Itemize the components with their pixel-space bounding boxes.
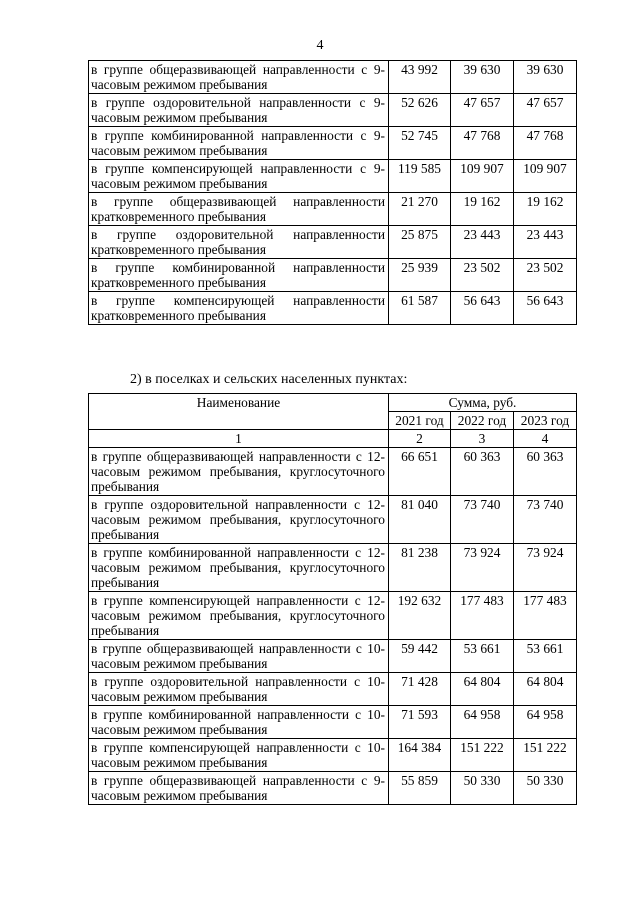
header-year-2023: 2023 год	[514, 412, 577, 430]
value-2022: 19 162	[451, 193, 514, 226]
value-2021: 59 442	[389, 640, 451, 673]
row-name: в группе комбинированной направленности с 9-часовым режимом пребывания	[89, 127, 389, 160]
value-2021: 25 875	[389, 226, 451, 259]
value-2022: 39 630	[451, 61, 514, 94]
value-2022: 73 924	[451, 544, 514, 592]
value-2021: 71 593	[389, 706, 451, 739]
row-name: в группе компенсирующей направленности кратковременного пребывания	[89, 292, 389, 325]
row-name: в группе компенсирующей направленности с 12-часовым режимом пребывания, круглосуточного пребывания	[89, 592, 389, 640]
value-2021: 25 939	[389, 259, 451, 292]
page-number: 4	[316, 38, 324, 53]
row-name: в группе оздоровительной направленности с 10-часовым режимом пребывания	[89, 673, 389, 706]
value-2022: 64 958	[451, 706, 514, 739]
section-heading: 2) в поселках и сельских населенных пунктах:	[130, 372, 408, 387]
value-2021: 71 428	[389, 673, 451, 706]
value-2023: 47 768	[514, 127, 577, 160]
value-2023: 64 804	[514, 673, 577, 706]
value-2023: 151 222	[514, 739, 577, 772]
value-2021: 43 992	[389, 61, 451, 94]
row-name: в группе комбинированной направленности кратковременного пребывания	[89, 259, 389, 292]
value-2022: 50 330	[451, 772, 514, 805]
value-2023: 50 330	[514, 772, 577, 805]
value-2023: 23 443	[514, 226, 577, 259]
table-row	[89, 673, 577, 706]
tariff-table-continued	[88, 60, 577, 325]
value-2022: 73 740	[451, 496, 514, 544]
value-2021: 66 651	[389, 448, 451, 496]
table-row	[89, 259, 577, 292]
col-number-3: 3	[451, 430, 514, 448]
value-2023: 64 958	[514, 706, 577, 739]
table-row	[89, 739, 577, 772]
table-row	[89, 544, 577, 592]
header-sum: Сумма, руб.	[389, 394, 577, 412]
value-2021: 119 585	[389, 160, 451, 193]
row-name: в группе комбинированной направленности с 10-часовым режимом пребывания	[89, 706, 389, 739]
table-row	[89, 496, 577, 544]
row-name: в группе общеразвивающей направленности с 10-часовым режимом пребывания	[89, 640, 389, 673]
value-2021: 52 626	[389, 94, 451, 127]
table-row	[89, 292, 577, 325]
table-row	[89, 640, 577, 673]
value-2023: 60 363	[514, 448, 577, 496]
value-2022: 64 804	[451, 673, 514, 706]
table-row	[89, 193, 577, 226]
value-2022: 47 657	[451, 94, 514, 127]
value-2023: 177 483	[514, 592, 577, 640]
col-number-4: 4	[514, 430, 577, 448]
value-2022: 23 502	[451, 259, 514, 292]
value-2022: 109 907	[451, 160, 514, 193]
table-header-row	[89, 394, 577, 412]
header-name: Наименование	[89, 394, 389, 430]
table-row	[89, 127, 577, 160]
table-row	[89, 706, 577, 739]
value-2023: 47 657	[514, 94, 577, 127]
value-2023: 39 630	[514, 61, 577, 94]
value-2023: 73 924	[514, 544, 577, 592]
value-2022: 151 222	[451, 739, 514, 772]
row-name: в группе общеразвивающей направленности с 9-часовым режимом пребывания	[89, 772, 389, 805]
row-name: в группе общеразвивающей направленности с 9-часовым режимом пребывания	[89, 61, 389, 94]
header-year-2021: 2021 год	[389, 412, 451, 430]
header-year-2022: 2022 год	[451, 412, 514, 430]
value-2023: 73 740	[514, 496, 577, 544]
table-row	[89, 448, 577, 496]
value-2023: 19 162	[514, 193, 577, 226]
value-2022: 47 768	[451, 127, 514, 160]
table-row	[89, 61, 577, 94]
value-2023: 23 502	[514, 259, 577, 292]
value-2022: 23 443	[451, 226, 514, 259]
row-name: в группе оздоровительной направленности кратковременного пребывания	[89, 226, 389, 259]
value-2021: 52 745	[389, 127, 451, 160]
row-name: в группе оздоровительной направленности с 12-часовым режимом пребывания, круглосуточного пребывания	[89, 496, 389, 544]
value-2023: 53 661	[514, 640, 577, 673]
row-name: в группе общеразвивающей направленности с 12-часовым режимом пребывания, круглосуточного пребывания	[89, 448, 389, 496]
col-number-2: 2	[389, 430, 451, 448]
table-row	[89, 772, 577, 805]
value-2021: 21 270	[389, 193, 451, 226]
table-row	[89, 160, 577, 193]
value-2021: 81 040	[389, 496, 451, 544]
row-name: в группе компенсирующей направленности с 9-часовым режимом пребывания	[89, 160, 389, 193]
value-2022: 177 483	[451, 592, 514, 640]
row-name: в группе общеразвивающей направленности кратковременного пребывания	[89, 193, 389, 226]
value-2021: 192 632	[389, 592, 451, 640]
row-name: в группе оздоровительной направленности с 9-часовым режимом пребывания	[89, 94, 389, 127]
value-2021: 164 384	[389, 739, 451, 772]
value-2021: 61 587	[389, 292, 451, 325]
table-row	[89, 94, 577, 127]
col-number-1: 1	[89, 430, 389, 448]
row-name: в группе комбинированной направленности с 12-часовым режимом пребывания, круглосуточного пребывания	[89, 544, 389, 592]
value-2023: 56 643	[514, 292, 577, 325]
table-row	[89, 592, 577, 640]
row-name: в группе компенсирующей направленности с 10-часовым режимом пребывания	[89, 739, 389, 772]
table-row	[89, 226, 577, 259]
value-2022: 56 643	[451, 292, 514, 325]
value-2022: 60 363	[451, 448, 514, 496]
value-2022: 53 661	[451, 640, 514, 673]
value-2021: 81 238	[389, 544, 451, 592]
tariff-table-settlements	[88, 393, 577, 805]
column-number-row	[89, 430, 577, 448]
value-2023: 109 907	[514, 160, 577, 193]
value-2021: 55 859	[389, 772, 451, 805]
